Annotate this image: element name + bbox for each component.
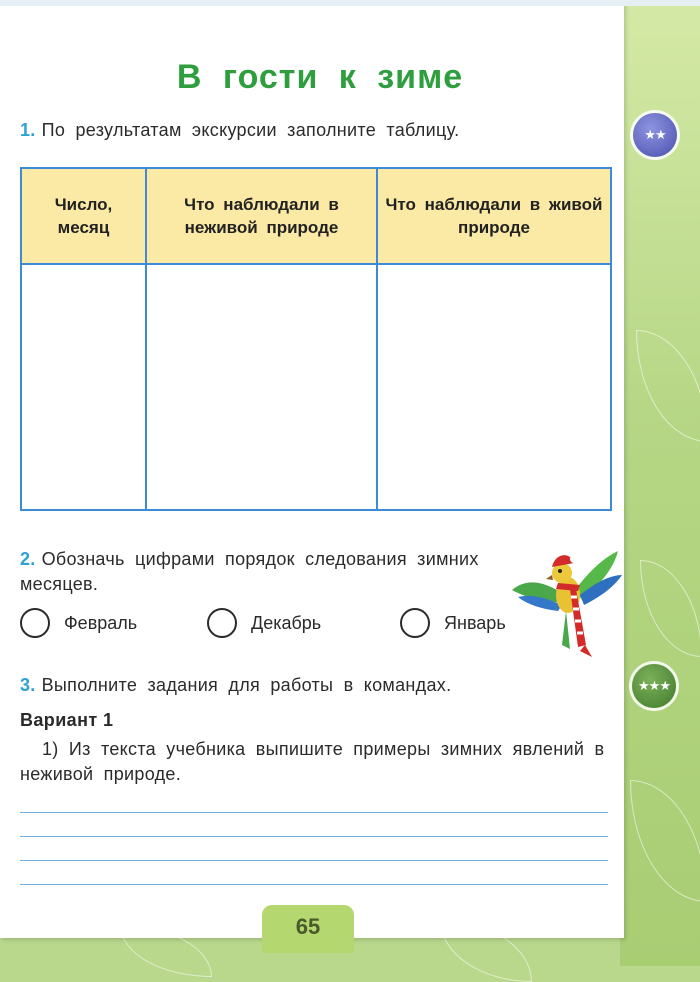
month-option-december [207, 608, 321, 638]
task-text: Выполните задания для работы в командах. [41, 675, 452, 695]
page-title: В гости к зиме [176, 58, 464, 96]
column-header-nonliving: Что наблюдали в неживой природе [146, 168, 377, 264]
task-2 [20, 547, 530, 597]
task-3 [20, 673, 451, 698]
observation-table [20, 167, 612, 511]
two-stars-icon: ★★ [633, 113, 677, 157]
top-strip [0, 0, 700, 6]
order-circle-input[interactable] [20, 608, 50, 638]
task-number: 1. [20, 120, 36, 140]
task-number: 3. [20, 675, 36, 695]
variant-heading: Вариант 1 [20, 710, 114, 730]
table-cell-living[interactable] [377, 264, 611, 510]
parrot-icon [510, 545, 625, 663]
writing-line[interactable] [20, 812, 608, 813]
month-label: Декабрь [251, 612, 322, 633]
writing-line[interactable] [20, 884, 608, 885]
page-number: 65 [262, 905, 354, 953]
task-text: По результатам экскурсии заполните таблицу. [41, 120, 460, 140]
task-text: Обозначь цифрами порядок следования зимних месяцев. [20, 549, 479, 594]
writing-line[interactable] [20, 836, 608, 837]
table-cell-nonliving[interactable] [146, 264, 377, 510]
three-stars-icon: ★★★ [632, 664, 676, 708]
month-label: Февраль [64, 612, 138, 633]
month-label: Январь [444, 612, 506, 633]
order-circle-input[interactable] [207, 608, 237, 638]
task-1 [20, 118, 459, 143]
month-option-january [400, 608, 506, 638]
subtask-text: 1) Из текста учебника выпишите примеры зимних явлений в неживой природе. [20, 739, 605, 784]
table-cell-date[interactable] [21, 264, 146, 510]
month-option-february [20, 608, 137, 638]
column-header-living: Что наблюдали в живой природе [377, 168, 611, 264]
column-header-date: Число, месяц [21, 168, 146, 264]
order-circle-input[interactable] [400, 608, 430, 638]
writing-line[interactable] [20, 860, 608, 861]
task-number: 2. [20, 549, 36, 569]
